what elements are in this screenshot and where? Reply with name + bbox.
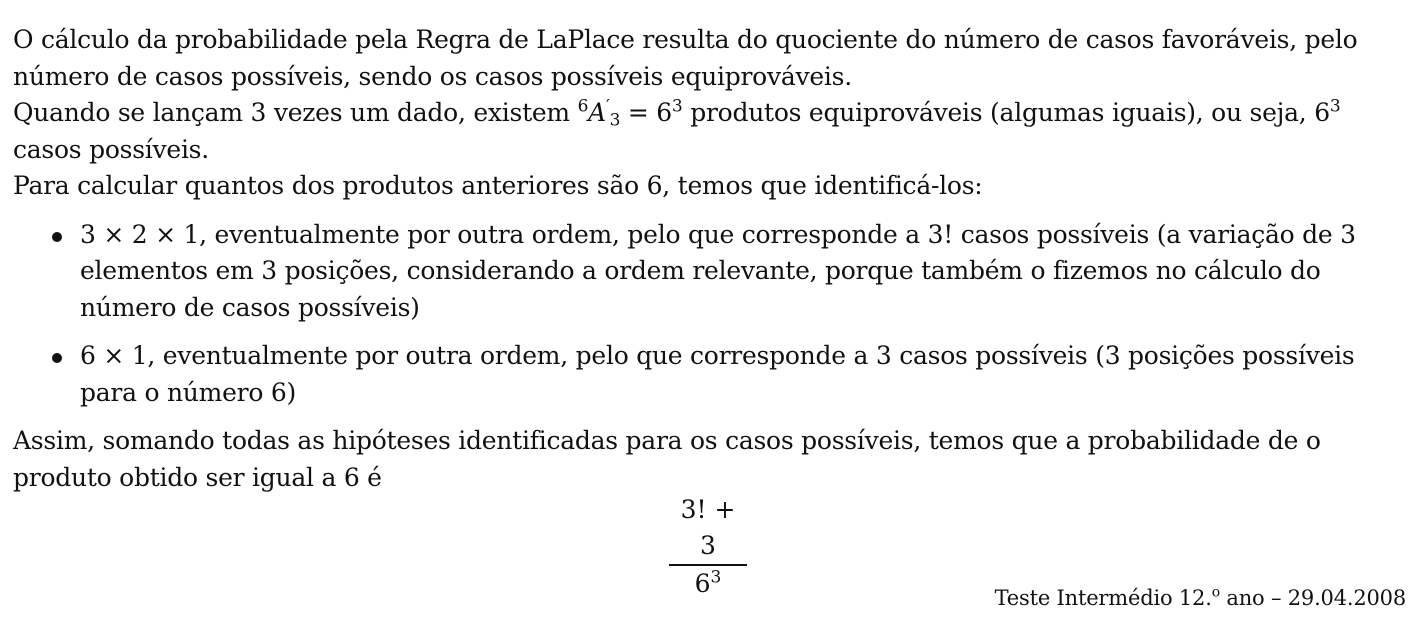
arrangement-symbol: A [588,98,606,127]
paragraph-conclusion: Assim, somando todas as hipóteses identificadas para os casos possíveis, temos que a probabilidade de o produto obtido ser igual a 6 é [13,426,1321,492]
source-suffix: ano – 29.04.2008 [1219,586,1406,610]
arrangement-n: 6 [577,96,589,117]
bullet-icon [52,232,62,242]
probability-fraction [669,492,747,602]
document-body [13,22,1405,496]
bullet-icon [52,353,62,363]
source-citation [995,583,1406,613]
equals-sign: = [620,98,657,127]
source-prefix: Teste Intermédio 12. [994,586,1212,610]
case-math: 3 × 2 × 1 [80,219,200,249]
power-exponent: 3 [671,96,683,117]
power-base: 6 [656,98,672,127]
paragraph-possible-cases [13,95,1405,168]
source-degree: o [1211,584,1220,601]
paragraph-identify: Para calcular quantos dos produtos anteriores são 6, temos que identificá-los: [13,171,983,200]
denominator-exponent: 3 [710,567,722,588]
case-text: , eventualmente por outra ordem, pelo que corresponde a 3! casos possíveis (a variação de 3 elementos em 3 posições, considerando a ordem relevante, porque também o fizemos no cálculo do número de casos possíveis) [80,219,1356,322]
power-base-2: 6 [1314,98,1330,127]
arrangement-k: 3 [609,110,621,131]
list-item [13,338,1405,411]
case-math: 6 × 1 [80,341,148,370]
fraction-numerator: 3! + 3 [680,495,736,560]
p2-text-before: Quando se lançam 3 vezes um dado, existem [13,98,578,127]
denominator-base: 6 [694,568,711,598]
cases-list [13,217,1405,412]
p2-text-after: produtos equiprováveis (algumas iguais), ou seja, [682,98,1315,127]
arrangement-prime: ′ [605,96,610,117]
power-exponent-2: 3 [1329,96,1341,117]
list-item [13,217,1405,327]
p2-text-end: casos possíveis. [13,134,209,164]
fraction-denominator [669,566,747,602]
case-text: , eventualmente por outra ordem, pelo que corresponde a 3 casos possíveis (3 posições possíveis para o número 6) [80,341,1355,407]
paragraph-laplace: O cálculo da probabilidade pela Regra de LaPlace resulta do quociente do número de casos favoráveis, pelo número de casos possíveis, sendo os casos possíveis equiprováveis. [13,25,1358,91]
